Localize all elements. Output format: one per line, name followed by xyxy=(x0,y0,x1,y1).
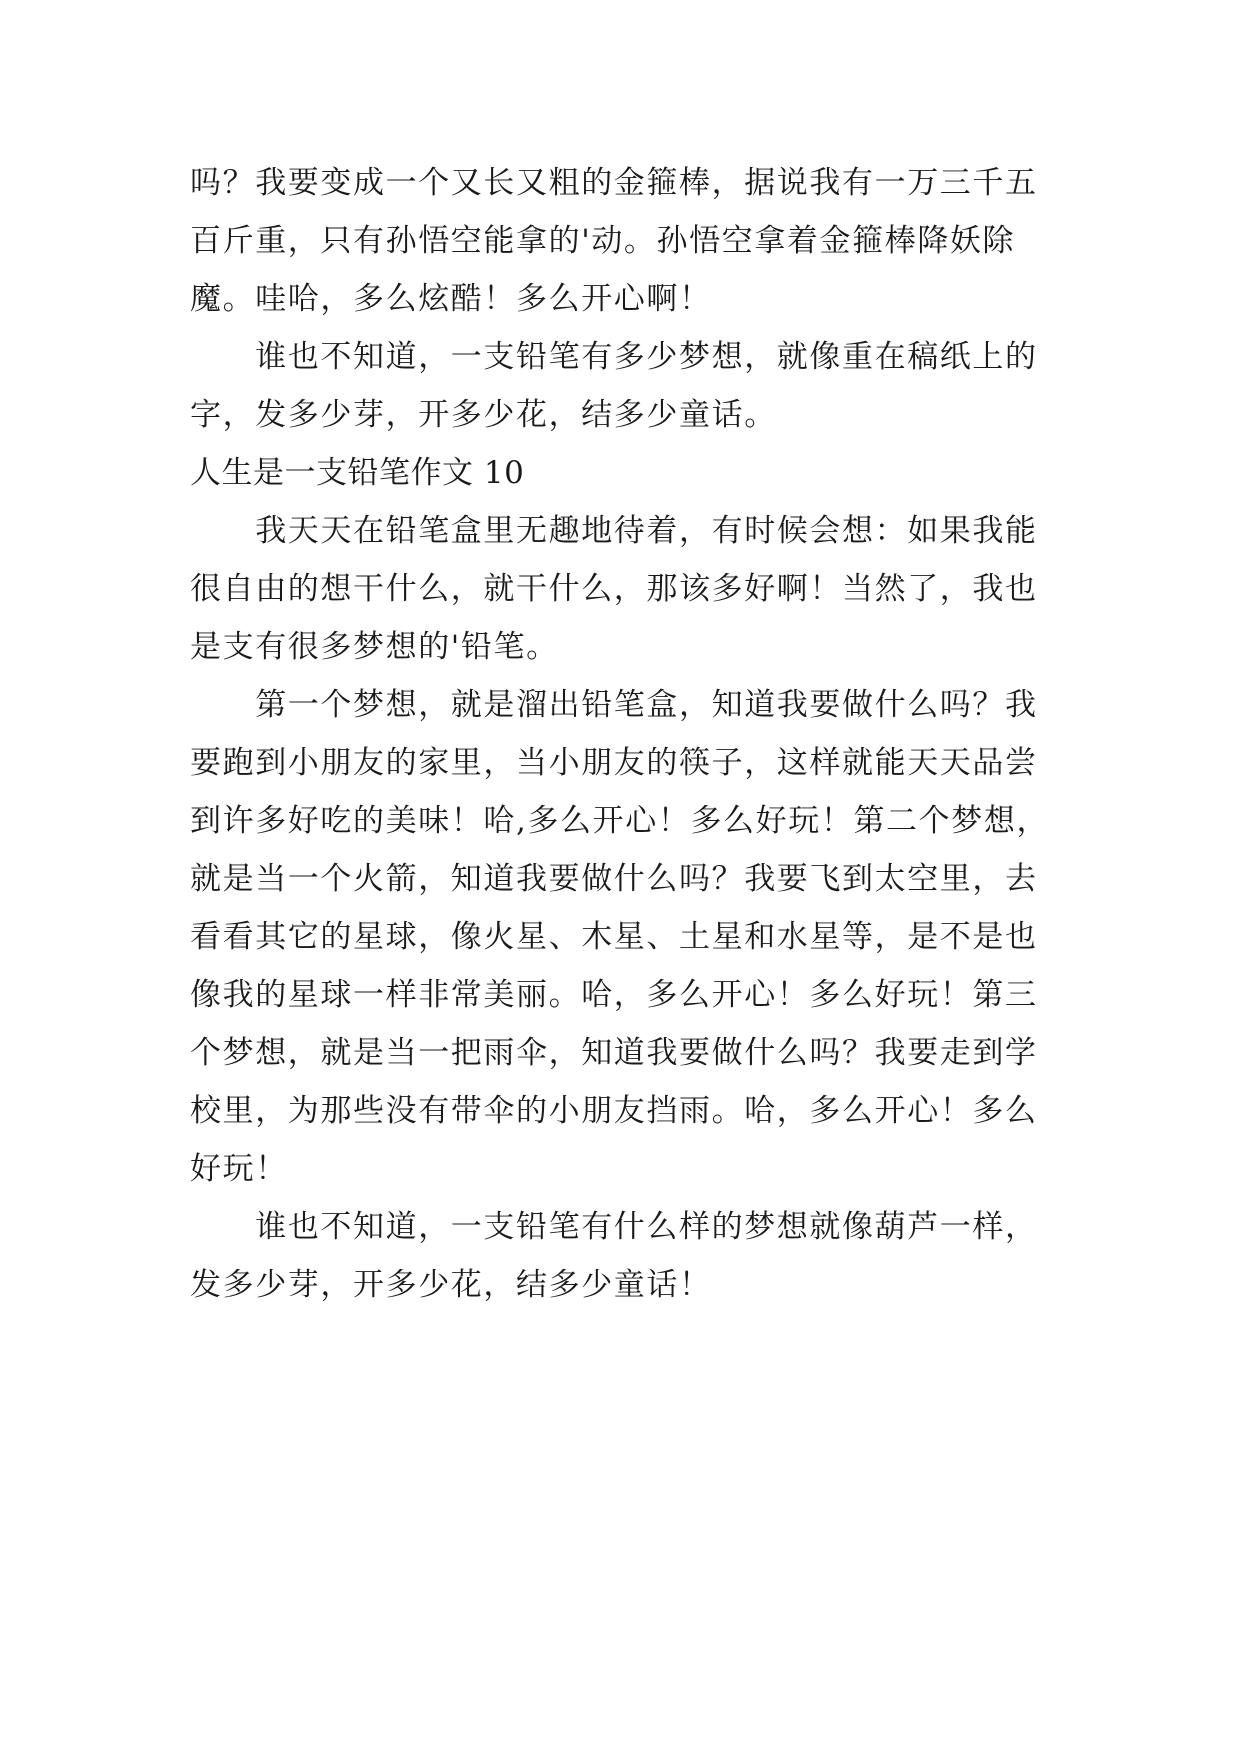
text-line: 百斤重，只有孙悟空能拿的'动。孙悟空拿着金箍棒降妖除 xyxy=(190,223,1016,259)
text-line: 很自由的想干什么，就干什么，那该多好啊！当然了，我也 xyxy=(190,571,1038,607)
text-line: 就是当一个火箭，知道我要做什么吗？我要飞到太空里，去 xyxy=(190,861,1038,897)
text-line: 到许多好吃的美味！哈,多么开心！多么好玩！第二个梦想， xyxy=(190,803,1050,839)
text-line: 要跑到小朋友的家里，当小朋友的筷子，这样就能天天品尝 xyxy=(190,745,1038,781)
text-line: 谁也不知道，一支铅笔有多少梦想，就像重在稿纸上的 xyxy=(190,339,1038,375)
text-line: 第一个梦想，就是溜出铅笔盒，知道我要做什么吗？我 xyxy=(190,687,1038,723)
text-line: 看看其它的星球，像火星、木星、土星和水星等，是不是也 xyxy=(190,919,1038,955)
text-line: 吗？我要变成一个又长又粗的金箍棒，据说我有一万三千五 xyxy=(190,165,1038,201)
text-line: 谁也不知道，一支铅笔有什么样的梦想就像葫芦一样， xyxy=(190,1209,1038,1245)
text-line: 好玩！ xyxy=(190,1151,288,1187)
text-line: 校里，为那些没有带伞的小朋友挡雨。哈，多么开心！多么 xyxy=(190,1093,1038,1129)
document-body xyxy=(190,154,1070,1314)
text-line: 发多少芽，开多少花，结多少童话！ xyxy=(190,1267,712,1303)
section-title: 人生是一支铅笔作文 10 xyxy=(190,455,525,491)
text-line: 是支有很多梦想的'铅笔。 xyxy=(190,629,559,665)
text-line: 个梦想，就是当一把雨伞，知道我要做什么吗？我要走到学 xyxy=(190,1035,1038,1071)
text-line: 字，发多少芽，开多少花，结多少童话。 xyxy=(190,397,777,433)
text-line: 像我的星球一样非常美丽。哈，多么开心！多么好玩！第三 xyxy=(190,977,1038,1013)
text-line: 我天天在铅笔盒里无趣地待着，有时候会想：如果我能 xyxy=(190,513,1038,549)
text-line: 魔。哇哈，多么炫酷！多么开心啊！ xyxy=(190,281,712,317)
